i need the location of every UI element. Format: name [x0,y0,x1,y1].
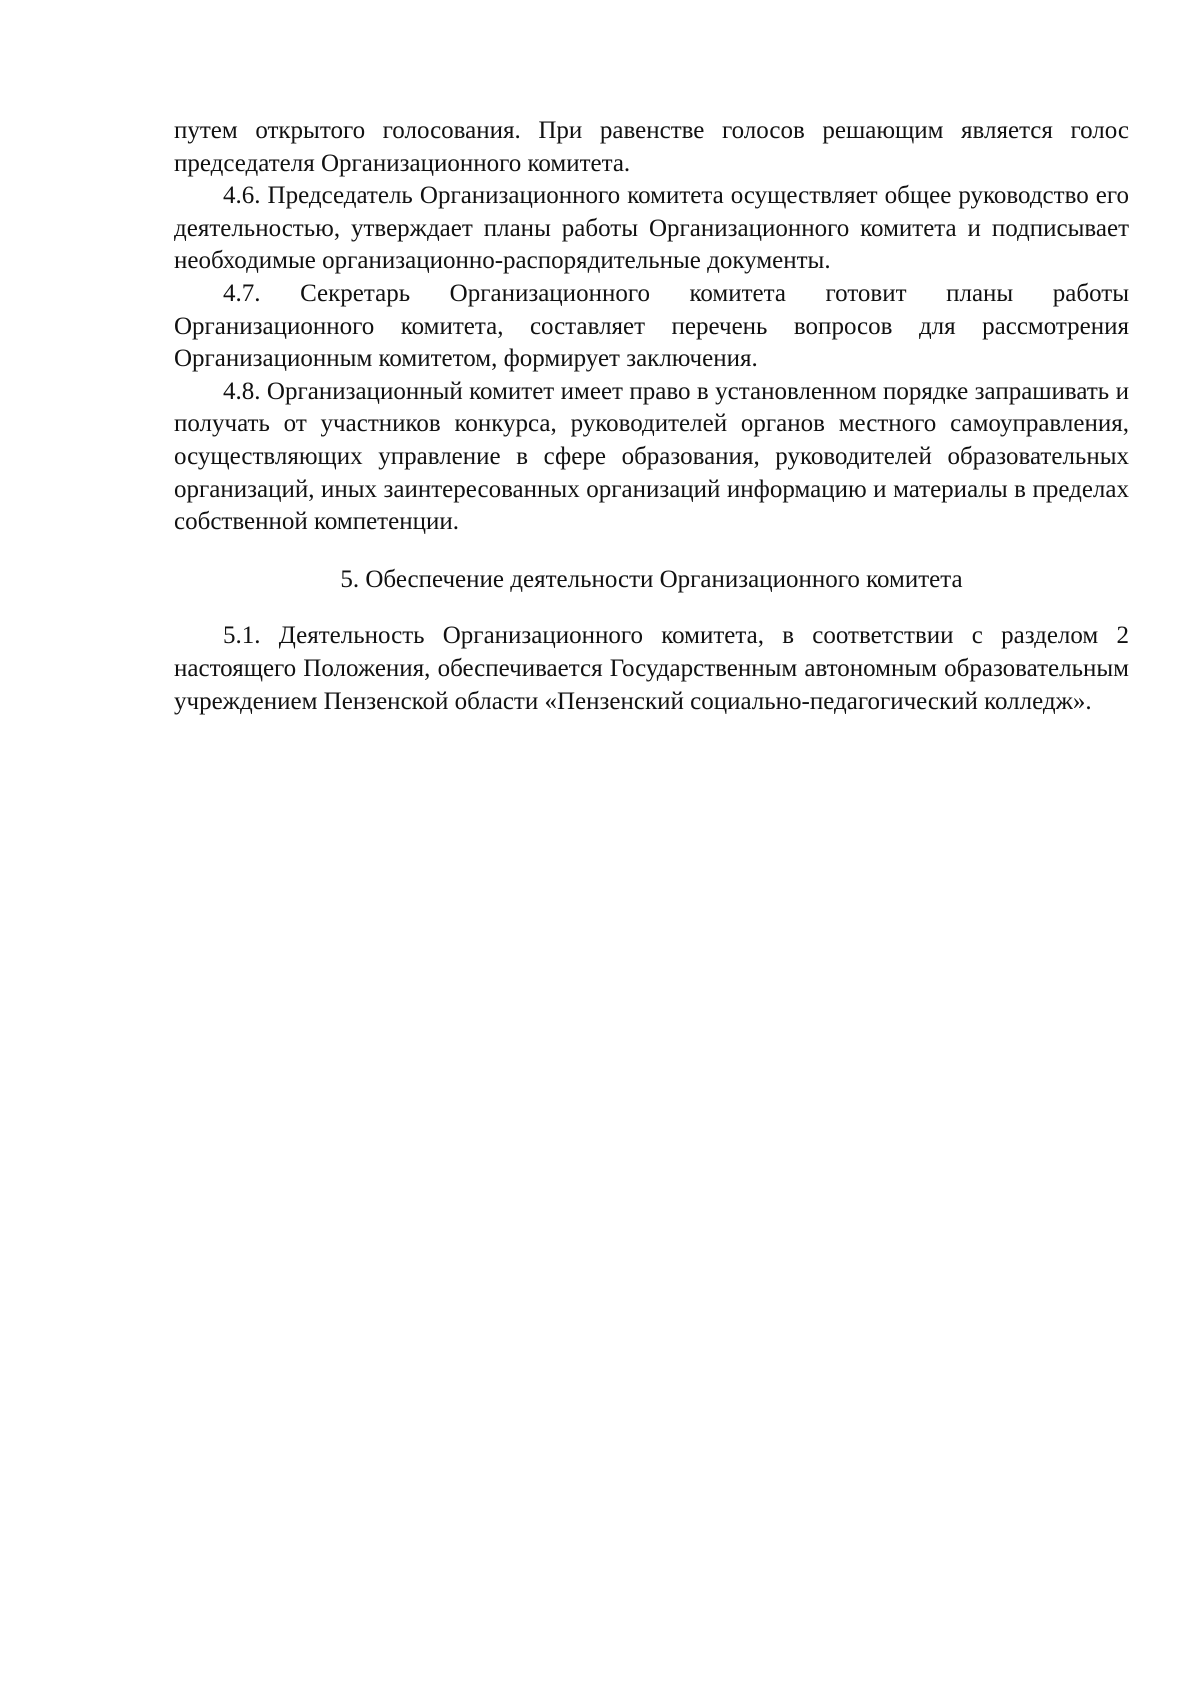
section-5-heading: 5. Обеспечение деятельности Организационного комитета [340,565,963,593]
paragraph-4-7: 4.7. Секретарь Организационного комитета готовит планы работы Организационного комитета, составляет перечень вопросов для рассмотрения Организационным комитетом, формирует заключения. [174,279,1129,373]
paragraph-4-6: 4.6. Председатель Организационного комитета осуществляет общее руководство его деятельностью, утверждает планы работы Организационного комитета и подписывает необходимые организационно-распорядительные документы. [174,182,1129,275]
paragraph-continuation: путем открытого голосования. При равенстве голосов решающим является голос председателя Организационного комитета. [174,117,1129,177]
document-page [174,115,1129,718]
paragraph-5-1: 5.1. Деятельность Организационного комитета, в соответствии с разделом 2 настоящего Положения, обеспечивается Государственным автономным образовательным учреждением Пензенской области «Пензенский социально-педагогический колледж». [174,622,1129,715]
paragraph-4-8: 4.8. Организационный комитет имеет право в установленном порядке запрашивать и получать от участников конкурса, руководителей органов местного самоуправления, осуществляющих управление в сфере образования, руководителей образовательных организаций, иных заинтересованных организаций информацию и материалы в пределах собственной компетенции. [174,377,1129,536]
